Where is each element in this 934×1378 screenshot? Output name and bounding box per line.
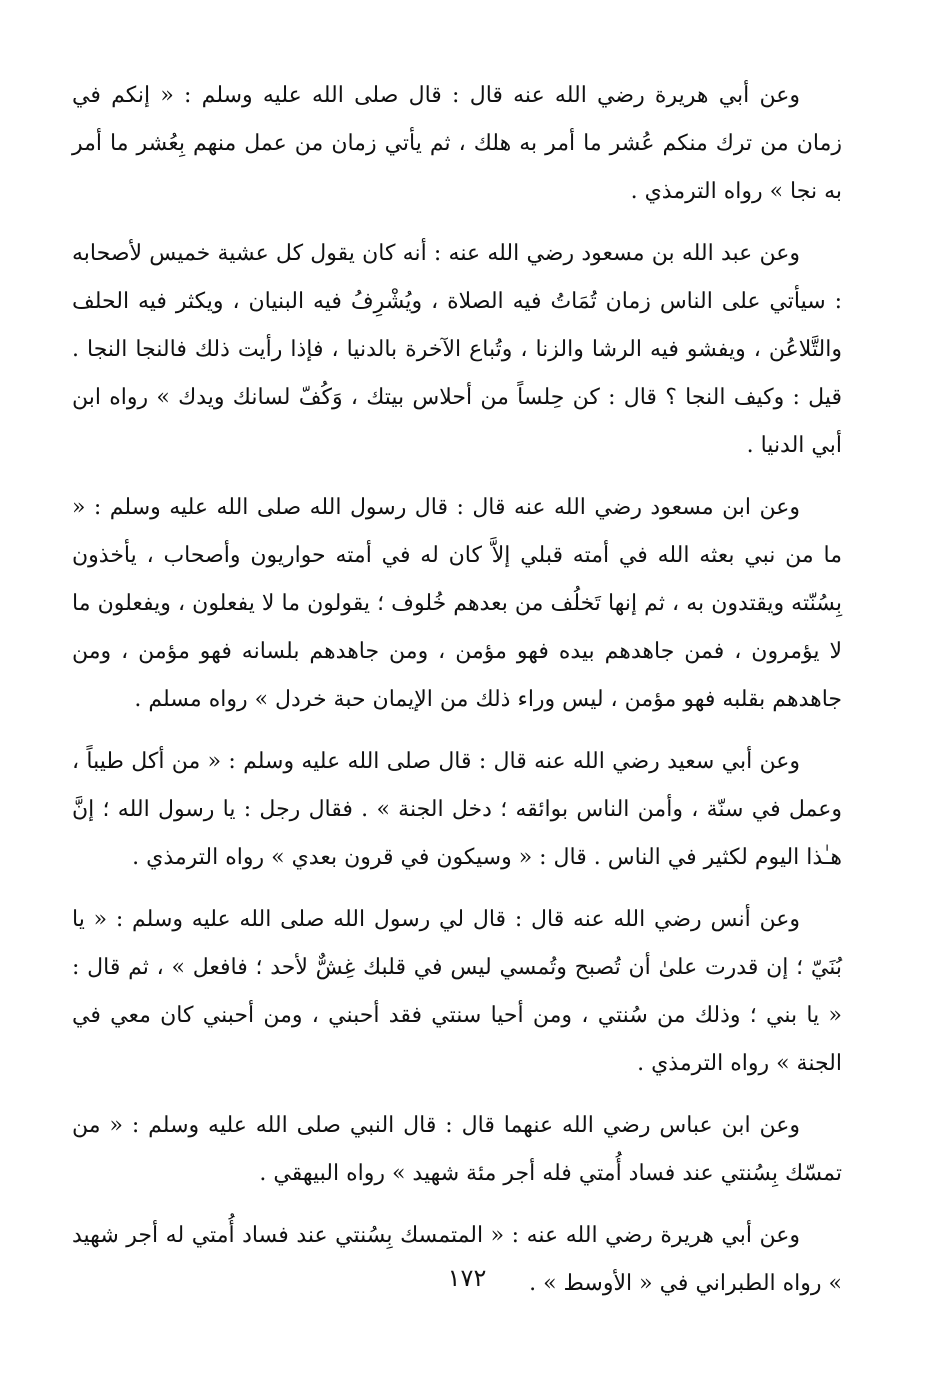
paragraph-2: وعن عبد الله بن مسعود رضي الله عنه : أنه كان يقول كل عشية خميس لأصحابه : سيأتي على الناس زمان تُمَاتُ فيه الصلاة ، ويُشْرِفُ فيه البنيان ، ويكثر فيه الحلف والتَّلاعُن ، ويفشو فيه الرشا والزنا ، وتُباع الآخرة بالدنيا ، فإذا رأيت ذلك فالنجا النجا . قيل : وكيف النجا ؟ قال : كن حِلساً من أحلاس بيتك ، وَكُفّ لسانك ويدك » رواه ابن أبي الدنيا .: [72, 241, 842, 458]
document-page: [72, 72, 842, 1308]
page-number: ١٧٢: [447, 1264, 487, 1292]
paragraph-6: وعن ابن عباس رضي الله عنهما قال : قال النبي صلى الله عليه وسلم : « من تمسّك بِسُنتي عند فساد أُمتي فله أجر مئة شهيد » رواه البيهقي .: [72, 1113, 842, 1186]
paragraph-4: وعن أبي سعيد رضي الله عنه قال : قال صلى الله عليه وسلم : « من أكل طيباً ، وعمل في سنّة ، وأمن الناس بوائقه ؛ دخل الجنة » . فقال رجل : يا رسول الله ؛ إنَّ هـٰذا اليوم لكثير في الناس . قال : « وسيكون في قرون بعدي » رواه الترمذي .: [72, 749, 842, 870]
paragraph-3: وعن ابن مسعود رضي الله عنه قال : قال رسول الله صلى الله عليه وسلم : « ما من نبي بعثه الله في أمته قبلي إلاَّ كان له في أمته حواريون وأصحاب ، يأخذون بِسُنّته ويقتدون به ، ثم إنها تَخلُف من بعدهم خُلوف ؛ يقولون ما لا يفعلون ، ويفعلون ما لا يؤمرون ، فمن جاهدهم بيده فهو مؤمن ، ومن جاهدهم بلسانه فهو مؤمن ، ومن جاهدهم بقلبه فهو مؤمن ، ليس وراء ذلك من الإيمان حبة خردل » رواه مسلم .: [72, 495, 842, 712]
paragraph-5: وعن أنس رضي الله عنه قال : قال لي رسول الله صلى الله عليه وسلم : « يا بُنَيّ ؛ إن قدرت علىٰ أن تُصبح وتُمسي ليس في قلبك غِشٌّ لأحد ؛ فافعل » ، ثم قال : « يا بني ؛ وذلك من سُنتي ، ومن أحيا سنتي فقد أحبني ، ومن أحبني كان معي في الجنة » رواه الترمذي .: [72, 907, 842, 1076]
paragraph-1: وعن أبي هريرة رضي الله عنه قال : قال صلى الله عليه وسلم : « إنكم في زمان من ترك منكم عُشر ما أمر به هلك ، ثم يأتي زمان من عمل منهم بِعُشر ما أمر به نجا » رواه الترمذي .: [72, 83, 842, 204]
paragraph-7: وعن أبي هريرة رضي الله عنه : « المتمسك بِسُنتي عند فساد أُمتي له أجر شهيد » رواه الطبراني في « الأوسط » .: [72, 1223, 842, 1296]
